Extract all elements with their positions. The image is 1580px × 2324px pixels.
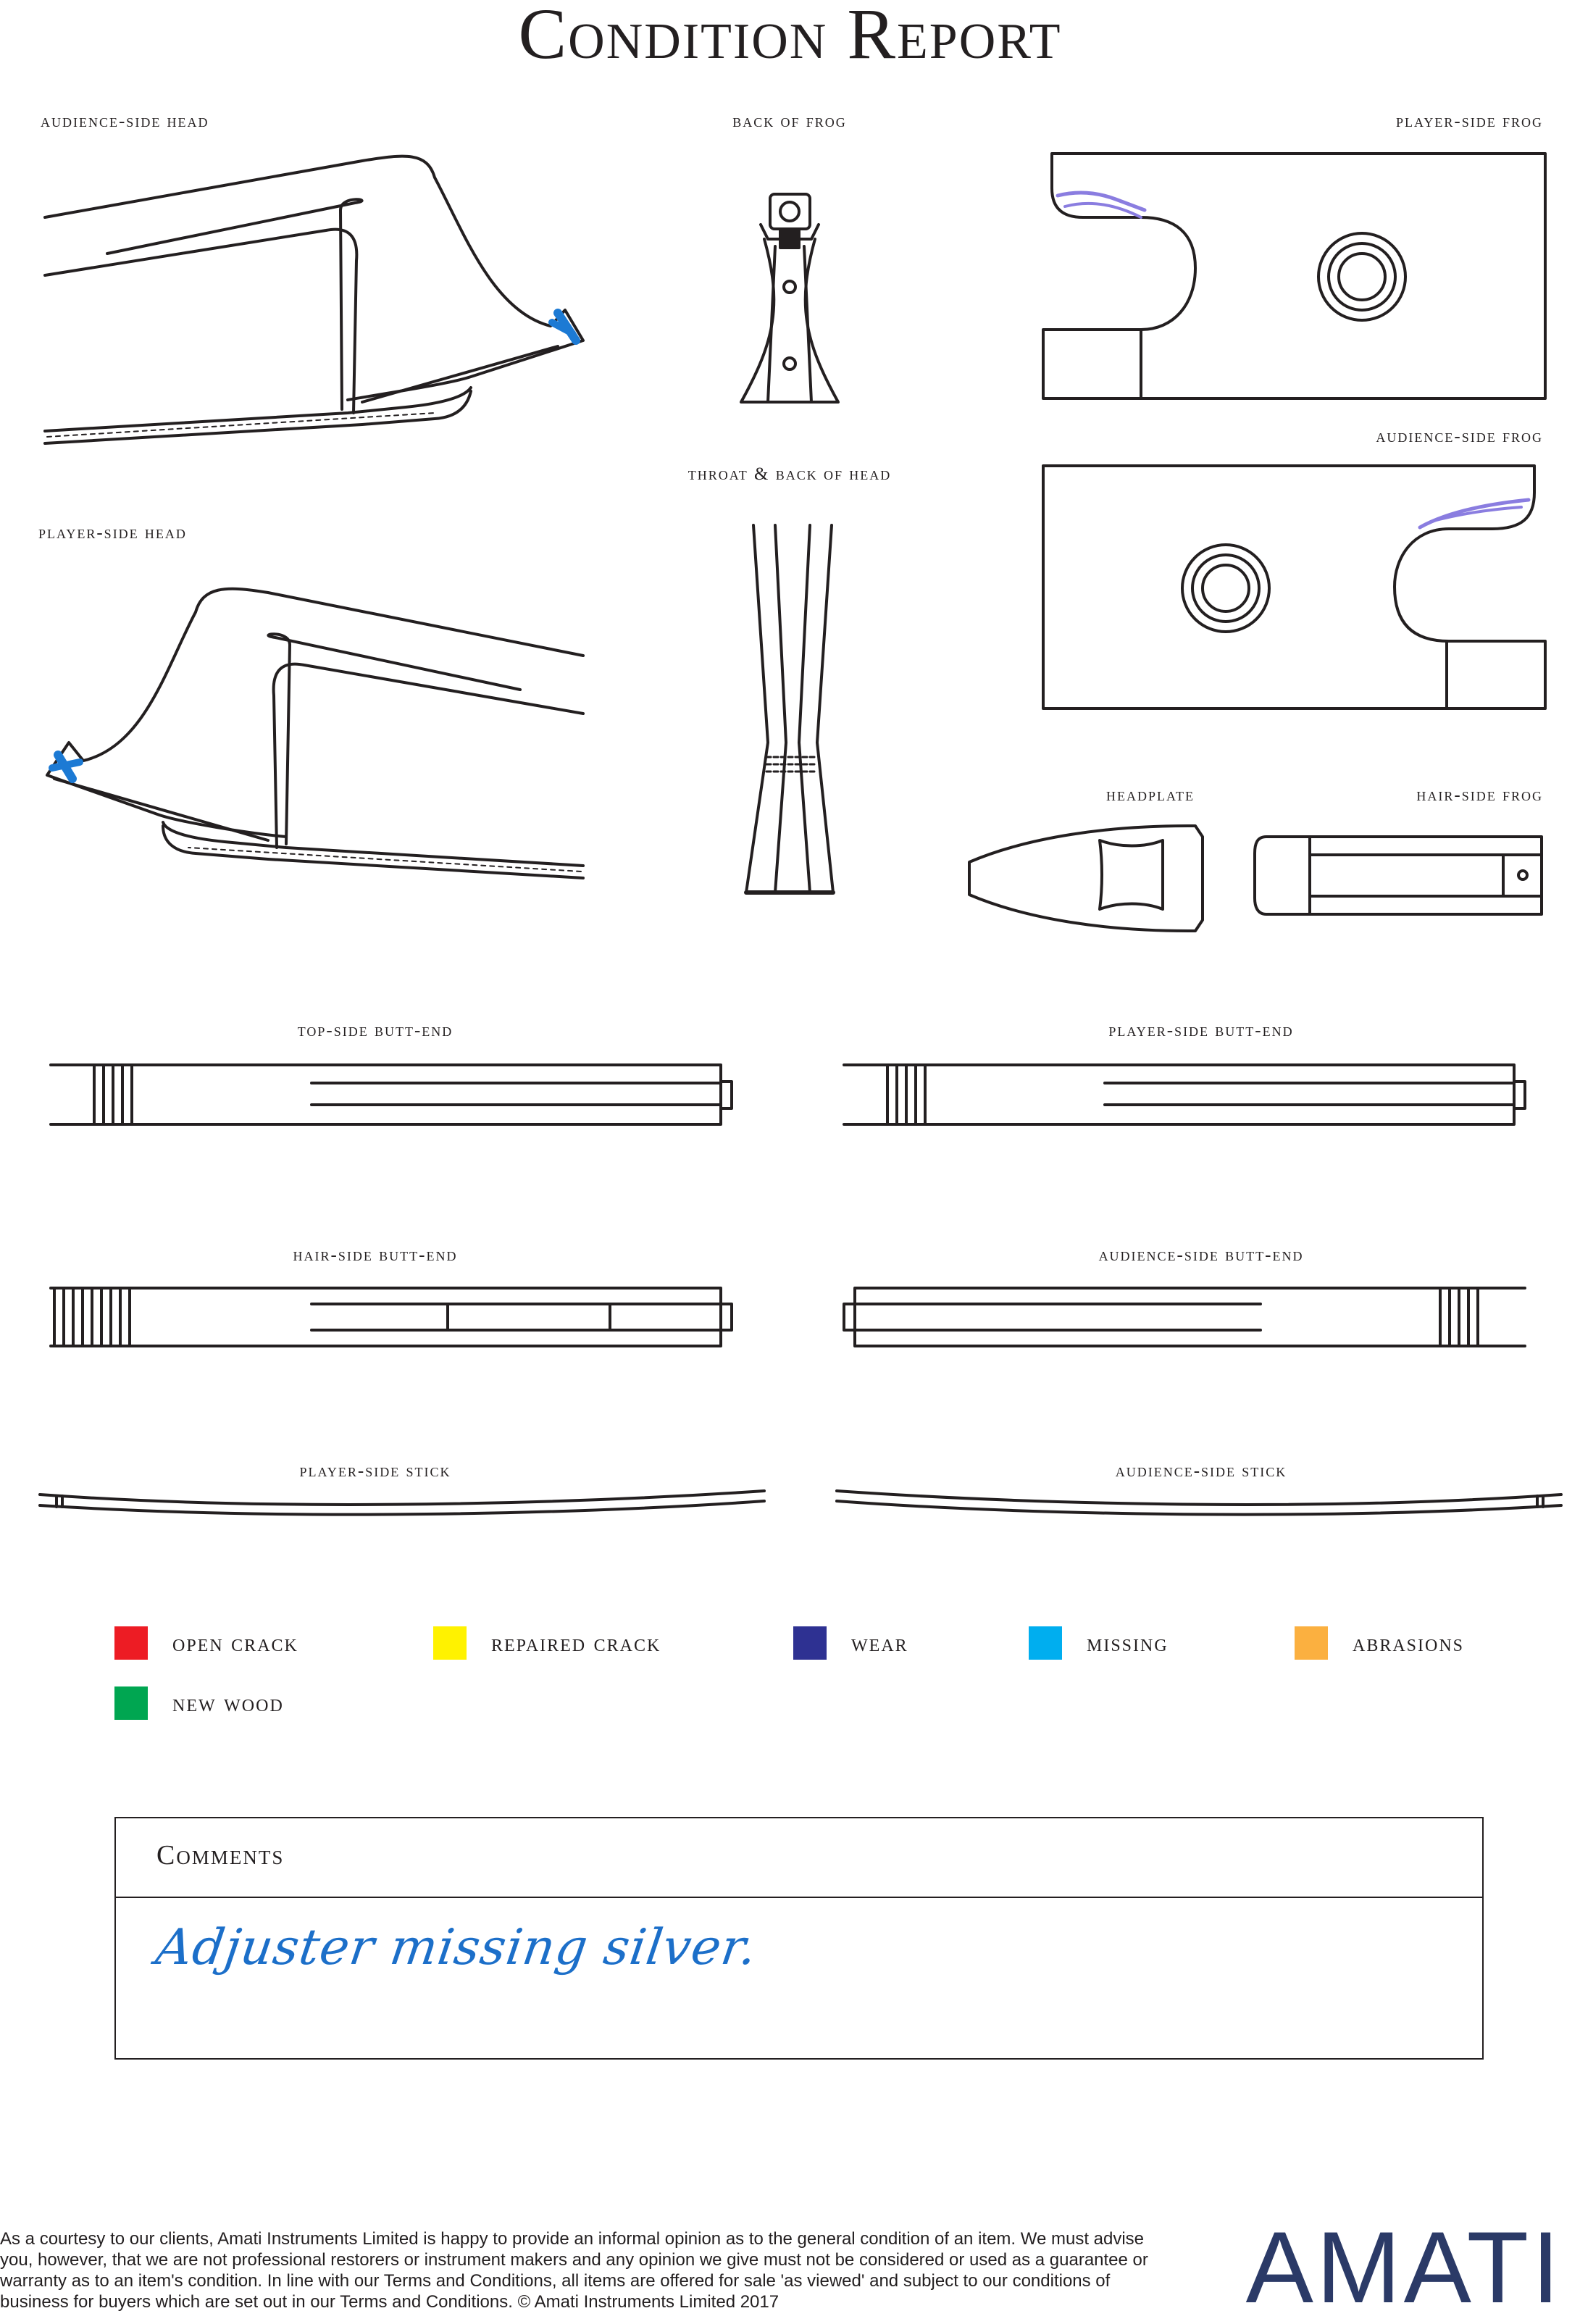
- label-audience-side-butt-end: audience-side butt-end: [1098, 1245, 1304, 1265]
- label-back-of-frog: back of frog: [732, 112, 847, 131]
- legend-swatch-wear: [793, 1626, 827, 1660]
- legend-swatch-new-wood: [114, 1686, 148, 1720]
- page-title: Condition Report: [518, 0, 1062, 74]
- label-audience-side-stick: audience-side stick: [1115, 1461, 1287, 1481]
- comments-heading: Comments: [156, 1840, 285, 1871]
- legend-label-open-crack: open crack: [172, 1630, 298, 1657]
- label-player-side-butt-end: player-side butt-end: [1108, 1021, 1294, 1040]
- label-audience-side-head: audience-side head: [41, 112, 209, 131]
- label-top-side-butt-end: top-side butt-end: [297, 1021, 453, 1040]
- audience-side-butt-end-drawing: [844, 1288, 1525, 1346]
- legend-swatch-repaired-crack: [433, 1626, 467, 1660]
- label-player-side-head: player-side head: [38, 523, 187, 543]
- legend-label-missing: missing: [1087, 1630, 1169, 1657]
- comments-header: [116, 1818, 1482, 1898]
- comments-box: [114, 1817, 1484, 2060]
- player-side-butt-end-drawing: [844, 1065, 1525, 1124]
- label-player-side-stick: player-side stick: [299, 1461, 451, 1481]
- label-hair-side-butt-end: hair-side butt-end: [293, 1245, 458, 1265]
- hair-side-frog-drawing: [1255, 837, 1542, 914]
- back-of-frog-drawing: [741, 194, 838, 402]
- player-side-head-drawing: [47, 589, 583, 878]
- legend-label-new-wood: new wood: [172, 1690, 284, 1717]
- player-side-stick-drawing: [40, 1491, 764, 1515]
- legend-label-wear: wear: [851, 1630, 908, 1657]
- label-player-side-frog: player-side frog: [1396, 112, 1543, 131]
- legend-swatch-open-crack: [114, 1626, 148, 1660]
- amati-logo: AMATI: [1245, 2210, 1563, 2324]
- audience-side-frog-drawing: [1043, 466, 1545, 709]
- legend-swatch-abrasions: [1295, 1626, 1328, 1660]
- label-hair-side-frog: hair-side frog: [1416, 785, 1543, 805]
- audience-side-head-drawing: [45, 156, 583, 443]
- hair-side-butt-end-drawing: [51, 1288, 732, 1346]
- throat-back-of-head-drawing: [746, 525, 833, 893]
- legend-label-repaired-crack: repaired crack: [491, 1630, 661, 1657]
- label-throat-back-of-head: throat & back of head: [687, 464, 892, 484]
- legend-swatch-missing: [1029, 1626, 1062, 1660]
- player-side-frog-drawing: [1043, 154, 1545, 398]
- label-headplate: headplate: [1106, 785, 1195, 805]
- headplate-drawing: [969, 826, 1203, 931]
- label-audience-side-frog: audience-side frog: [1376, 427, 1543, 446]
- comments-handwritten-note: Adjuster missing silver.: [152, 1919, 761, 1976]
- top-side-butt-end-drawing: [51, 1065, 732, 1124]
- audience-side-stick-drawing: [837, 1491, 1561, 1515]
- disclaimer-text: As a courtesy to our clients, Amati Instruments Limited is happy to provide an informal opinion as to the general condition of an item. We must advise you, however, that we are not professional restorers or instrument makers and any opinion we give must not be considered or used as a guarantee or warranty as to an item's condition. In line with our Terms and Conditions, all items are offered for sale 'as viewed' and subject to our conditions of business for buyers which are set out in our Terms and Conditions. © Amati Instruments Limited 2017: [0, 2229, 1148, 2312]
- legend-label-abrasions: abrasions: [1353, 1630, 1465, 1657]
